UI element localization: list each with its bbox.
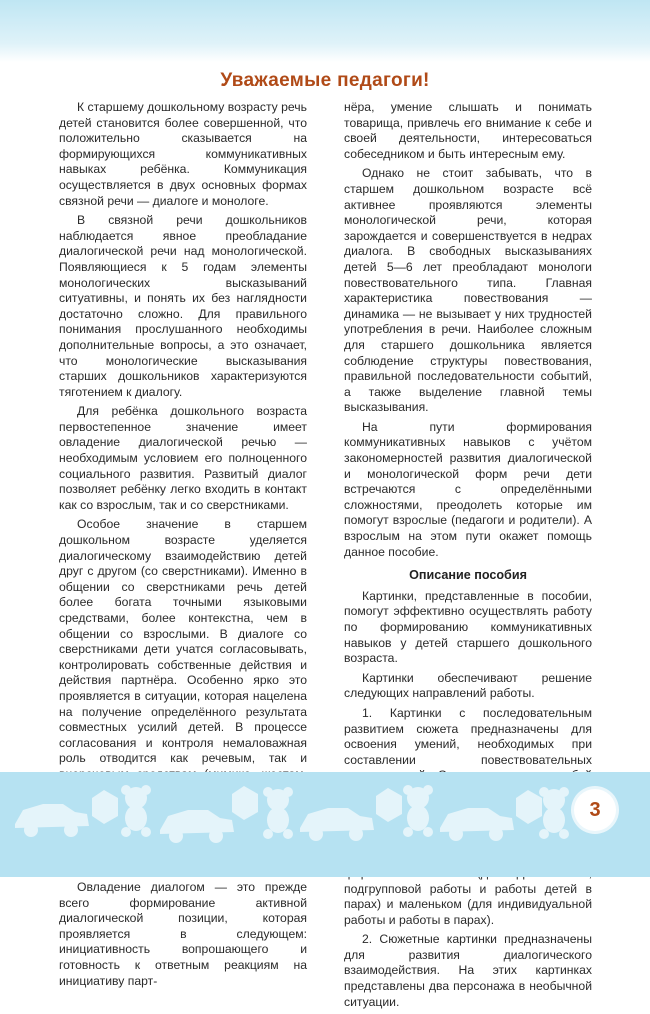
toy-pattern-illustration bbox=[0, 772, 650, 877]
paragraph: 1. Картинки с последовательным развитием сюжета предназначены для освоения умений, необходимых при составлении повествовательных bbox=[344, 705, 592, 767]
toy-car-icon bbox=[440, 808, 514, 841]
teddy-bear-icon bbox=[403, 785, 433, 837]
toy-block-icon bbox=[376, 788, 402, 822]
paragraph: Для ребёнка дошкольного возраста первостепенное значение имеет овладение диалогической речью — необходимым условием его полноценного социального развития. Развитый диалог позволяет ребёнку легко входить в контакт как со взрослым, так и со сверстниками. bbox=[59, 404, 307, 512]
paragraph: Картинки обеспечивают решение следующих направлений работы. bbox=[344, 670, 592, 701]
footer-toy-pattern bbox=[0, 772, 650, 877]
page-title: Уважаемые педагоги! bbox=[220, 70, 430, 91]
paragraph-continuation: нёра, умение слышать и понимать товарища, привлечь его внимание к себе и своей деятельности, интересоваться собеседником и быть интересным ему. bbox=[344, 100, 592, 161]
top-decorative-band bbox=[0, 0, 650, 62]
toy-block-icon bbox=[516, 790, 542, 824]
paragraph: Картинки, представленные в пособии, помогут эффективно осуществлять работу по формированию коммуникативных навыков у детей старшего дошкольного возраста. bbox=[344, 588, 592, 666]
paragraph: подгрупповой работы и работы детей в парах) и маленьком (для индивидуальной работы и работы в парах). bbox=[344, 881, 592, 927]
paragraph: К старшему дошкольному возрасту речь детей становится более совершенной, что положительно сказывается на формирующихся коммуникативных навыках ребёнка. Коммуникация осуществляется в двух основных формах связной речи — диалоге и монологе. bbox=[59, 100, 308, 208]
paragraph: На пути формирования коммуникативных навыков с учётом закономерностей развития диалогической и монологической форм речи дети встречаются с определёнными сложностями, преодолеть которые им помогут взрослые (педагоги и родители). А взрослым на этом пути окажет помощь данное пособие. bbox=[344, 419, 592, 559]
toy-car-icon bbox=[15, 804, 89, 837]
paragraph: Особое значение в старшем дошкольном возрасте уделяется диалогическому взаимодействию детей друг с другом (со сверстниками). Именно в общении со сверстниками речь детей более богата точными языковыми средствами, более контекстна, чем в общении со взрослыми. В диалоге со сверстниками дети учатся согласовывать, контролировать собственные действия и действия партнёра. Особенно ярко это проявляется в ситуации, которая нацелена на получение определённого результата совместных усилий детей. В процессе согласования и контроля немаловажная роль отводится как речевым, так и bbox=[59, 517, 307, 766]
toy-car-icon bbox=[160, 810, 234, 843]
teddy-bear-icon bbox=[263, 787, 293, 839]
toy-block-icon bbox=[92, 790, 118, 824]
toy-block-icon bbox=[232, 786, 258, 820]
paragraph: В связной речи дошкольников наблюдается явное преобладание диалогической речи над монологической. Появляющиеся к 5 годам элементы монологических высказываний ситуативны, и понять их без наглядности достаточно сложно. Для правильного понимания прослушанного необходимы дополнительные вопросы, а это означает, что монологические высказывания старших дошкольников характеризуются тяготением к диалогу. bbox=[59, 213, 307, 399]
toy-car-icon bbox=[300, 808, 374, 841]
teddy-bear-icon bbox=[539, 787, 569, 839]
section-heading: Описание пособия bbox=[409, 568, 527, 583]
page-number: 3 bbox=[574, 789, 616, 831]
paragraph: 2. Сюжетные картинки предназначены для развития диалогического взаимодействия. На этих картинках представлены два персонажа в необычной ситуации. bbox=[344, 932, 592, 1009]
paragraph: Овладение диалогом — это прежде всего формирование активной диалогической позиции, которая проявляется в следующем: инициативность вопрошающего и готовность к ответным реакциям на инициативу парт- bbox=[59, 880, 307, 988]
teddy-bear-icon bbox=[121, 785, 151, 837]
paragraph: Однако не стоит забывать, что в старшем дошкольном возрасте всё активнее проявляются элементы монологической речи, которая зарождается и совершенствуется в недрах диалога. В свободных высказываниях детей 5—6 лет преобладают монологи повествовательного типа. Главная характеристика повествования — динамика — не вызывает у них трудностей употребления в речи. Наиболее сложным для старшего дошкольника является соблюдение структуры повествования, правильной последовательности событий, а также выделение главной темы высказывания. bbox=[344, 166, 592, 415]
